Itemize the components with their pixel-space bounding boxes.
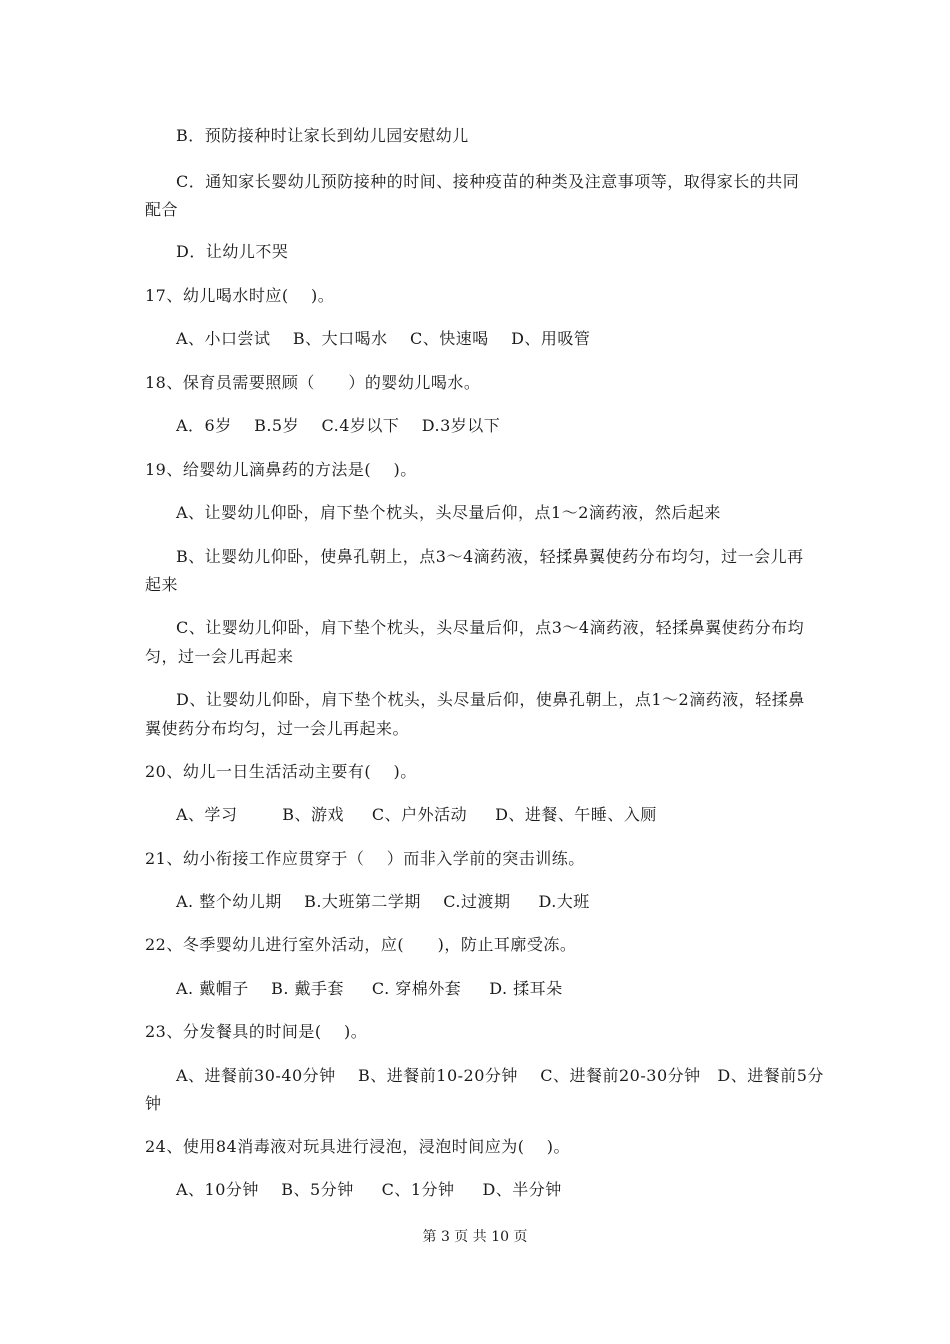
question-24: 24、使用84消毒液对玩具进行浸泡，浸泡时间应为( )。 — [145, 1137, 571, 1156]
option-continuation: 匀，过一会儿再起来 — [145, 647, 294, 666]
question-18: 18、保育员需要照顾（ ）的婴幼儿喝水。 — [145, 373, 481, 392]
options-24: A、10分钟 B、5分钟 C、1分钟 D、半分钟 — [176, 1180, 562, 1199]
options-21: A. 整个幼儿期 B.大班第二学期 C.过渡期 D.大班 — [176, 892, 590, 911]
page-footer: 第 3 页 共 10 页 — [422, 1229, 528, 1245]
option-19-d: D、让婴幼儿仰卧，肩下垫个枕头，头尽量后仰，使鼻孔朝上，点1～2滴药液，轻揉鼻 — [176, 690, 805, 709]
options-17: A、小口尝试 B、大口喝水 C、快速喝 D、用吸管 — [176, 329, 591, 348]
options-23: A、进餐前30-40分钟 B、进餐前10-20分钟 C、进餐前20-30分钟 D、进餐前5分 — [176, 1066, 824, 1085]
option-continuation: 起来 — [145, 575, 179, 594]
option-continuation: 翼使药分布均匀，过一会儿再起来。 — [145, 719, 410, 738]
option-line: C．通知家长婴幼儿预防接种的时间、接种疫苗的种类及注意事项等，取得家长的共同 — [176, 172, 800, 191]
question-21: 21、幼小衔接工作应贯穿于（ ）而非入学前的突击训练。 — [145, 849, 585, 868]
option-19-a: A、让婴幼儿仰卧，肩下垫个枕头，头尽量后仰，点1～2滴药液，然后起来 — [176, 503, 721, 522]
option-line: B．预防接种时让家长到幼儿园安慰幼儿 — [176, 126, 469, 145]
options-18: A．6岁 B.5岁 C.4岁以下 D.3岁以下 — [176, 416, 501, 435]
option-continuation: 配合 — [145, 200, 179, 219]
option-line: D．让幼儿不哭 — [176, 242, 289, 261]
option-continuation: 钟 — [145, 1094, 162, 1113]
options-20: A、学习 B、游戏 C、户外活动 D、进餐、午睡、入厕 — [176, 805, 657, 824]
option-19-c: C、让婴幼儿仰卧，肩下垫个枕头，头尽量后仰，点3～4滴药液，轻揉鼻翼使药分布均 — [176, 618, 805, 637]
question-22: 22、冬季婴幼儿进行室外活动，应( )，防止耳廓受冻。 — [145, 935, 577, 954]
question-23: 23、分发餐具的时间是( )。 — [145, 1022, 368, 1041]
question-17: 17、幼儿喝水时应( )。 — [145, 286, 335, 305]
option-19-b: B、让婴幼儿仰卧，使鼻孔朝上，点3～4滴药液，轻揉鼻翼使药分布均匀，过一会儿再 — [176, 547, 804, 566]
question-20: 20、幼儿一日生活活动主要有( )。 — [145, 762, 417, 781]
options-22: A. 戴帽子 B. 戴手套 C. 穿棉外套 D. 揉耳朵 — [176, 979, 563, 998]
question-19: 19、给婴幼儿滴鼻药的方法是( )。 — [145, 460, 417, 479]
